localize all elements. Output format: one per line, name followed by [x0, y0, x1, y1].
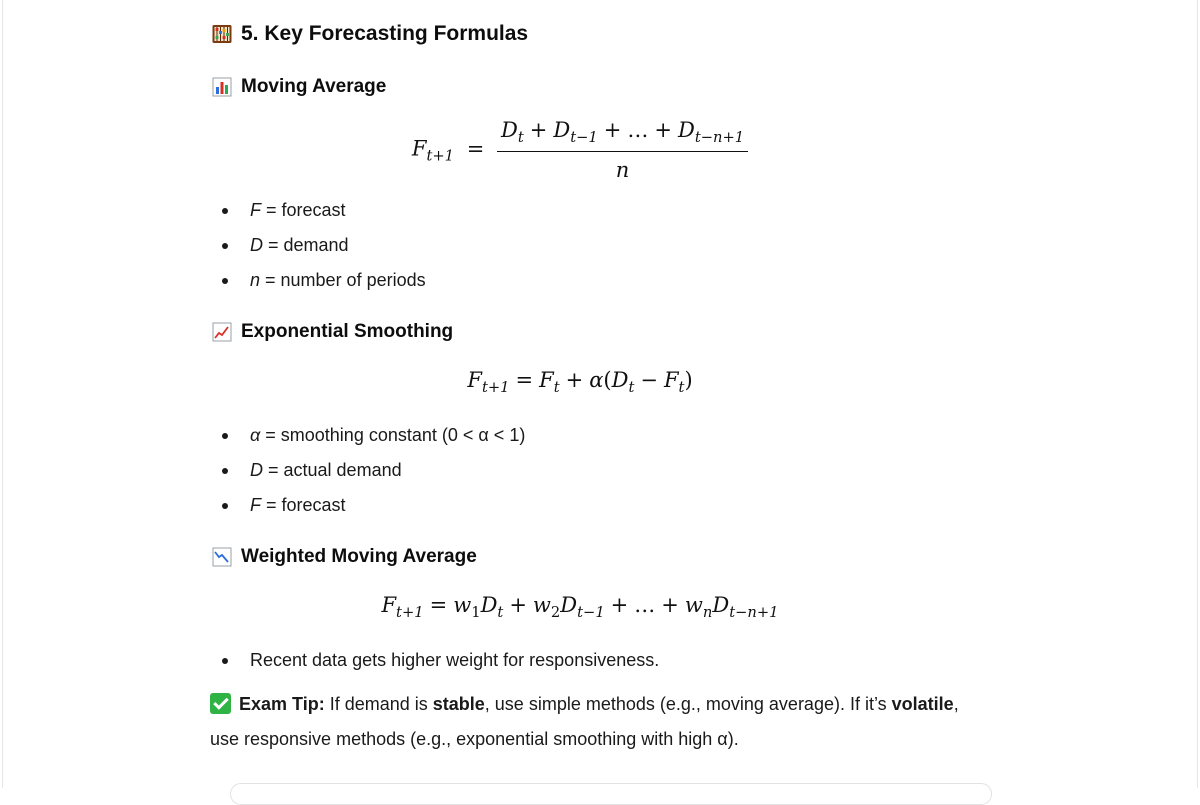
formula-subscript: t+1: [396, 604, 424, 622]
formula-subscript: n: [702, 604, 713, 622]
variable-definition: = forecast: [261, 495, 346, 515]
formula-subscript: 1: [471, 604, 481, 622]
formula-subscript: t: [517, 129, 524, 147]
weighted-moving-average-formula: $F_{t+1} = w_1D_t + w_2D_{t-1}$ + … + $w_nD_{t-n+1}$: [381, 593, 779, 622]
window-right-edge: [1197, 0, 1198, 788]
formula-ellipsis: …: [627, 118, 649, 142]
check-mark-button-icon: [210, 693, 231, 714]
list-item: [210, 418, 525, 453]
next-content-card: [230, 783, 992, 805]
moving-average-formula: $F_{t+1}$ = $\frac{D_t + D_{t-1} + \dots + D_{t-n+1}}{n}$: [210, 118, 950, 182]
formula-subscript: t: [678, 379, 685, 397]
formula-term: w: [532, 593, 551, 617]
formula-term: F: [381, 593, 397, 617]
moving-average-title: Moving Average: [241, 76, 387, 97]
formula-subscript: t−n+1: [694, 129, 745, 147]
formula-term: F: [663, 368, 679, 392]
moving-average-heading: [212, 76, 386, 98]
formula-subscript: t−1: [577, 604, 605, 622]
section-title: 5. Key Forecasting Formulas: [241, 22, 529, 45]
variable-symbol: α: [250, 425, 261, 445]
list-item: [210, 453, 525, 488]
exponential-smoothing-formula: $F_{t+1} = F_t + \alpha(D_t - F_t)$: [467, 368, 693, 397]
list-item: [210, 643, 659, 678]
variable-definition: = actual demand: [263, 460, 402, 480]
formula-term: w: [684, 593, 703, 617]
note-text: Recent data gets higher weight for responsiveness.: [250, 650, 660, 670]
formula-subscript: t−1: [570, 129, 598, 147]
list-item: [210, 228, 426, 263]
fraction: [497, 118, 748, 182]
exam-tip: [210, 687, 970, 757]
list-item: [210, 488, 525, 523]
variable-definition: = demand: [263, 235, 349, 255]
formula-subscript: t+1: [426, 147, 454, 165]
exponential-smoothing-variables: [210, 418, 525, 523]
variable-symbol: F: [250, 495, 261, 515]
list-item: [210, 193, 426, 228]
formula-subscript: t: [628, 379, 635, 397]
variable-definition: = smoothing constant (0 < α < 1): [260, 425, 526, 445]
exam-tip-label: Exam Tip:: [239, 694, 325, 714]
exponential-smoothing-heading: [212, 321, 453, 343]
formula-subscript: 2: [550, 604, 561, 622]
fraction-denominator: n: [615, 158, 630, 183]
section-heading: [212, 22, 528, 46]
formula-term: α: [589, 368, 604, 392]
moving-average-variables: [210, 193, 426, 298]
formula-term: D: [553, 118, 571, 142]
window-left-edge: [2, 0, 3, 788]
fraction-numerator: $D_t + D_{t-1}$ + … + $D_{t-n+1}$: [497, 118, 748, 152]
formula-term: D: [500, 118, 518, 142]
formula-ellipsis: …: [634, 593, 656, 617]
exam-tip-emphasis: volatile: [891, 694, 954, 714]
variable-symbol: F: [250, 200, 261, 220]
chart-increasing-icon: [212, 322, 232, 342]
formula-term: D: [611, 368, 629, 392]
formula-subscript: t−n+1: [729, 604, 779, 622]
weighted-moving-average-heading: [212, 546, 477, 568]
exam-tip-text: If demand is: [324, 694, 433, 714]
formula-term: D: [480, 593, 498, 617]
chart-decreasing-icon: [212, 547, 232, 567]
exam-tip-emphasis: stable: [432, 694, 485, 714]
formula-term: w: [453, 593, 472, 617]
formula-term: D: [712, 593, 730, 617]
formula-term: F: [467, 368, 482, 392]
variable-definition: = forecast: [261, 200, 346, 220]
formula-term: D: [677, 118, 695, 142]
weighted-moving-average-title: Weighted Moving Average: [241, 546, 477, 567]
weighted-moving-average-notes: [210, 643, 659, 678]
formula-subscript: t+1: [481, 379, 510, 397]
variable-symbol: D: [250, 235, 263, 255]
exponential-smoothing-title: Exponential Smoothing: [241, 321, 454, 342]
formula-subscript: t: [553, 379, 560, 397]
formula-term: D: [560, 593, 578, 617]
variable-symbol: n: [250, 270, 261, 290]
list-item: [210, 263, 426, 298]
formula-subscript: t: [497, 604, 504, 622]
formula-term: F: [539, 368, 554, 392]
abacus-icon: [212, 24, 232, 44]
variable-definition: = number of periods: [260, 270, 426, 290]
exam-tip-text: , use responsive methods (e.g., exponential smoothing with high α).: [210, 694, 959, 749]
exam-tip-text: , use simple methods (e.g., moving average). If it’s: [484, 694, 892, 714]
bar-chart-icon: [212, 77, 232, 97]
variable-symbol: D: [250, 460, 263, 480]
formula-term: F: [411, 136, 427, 161]
